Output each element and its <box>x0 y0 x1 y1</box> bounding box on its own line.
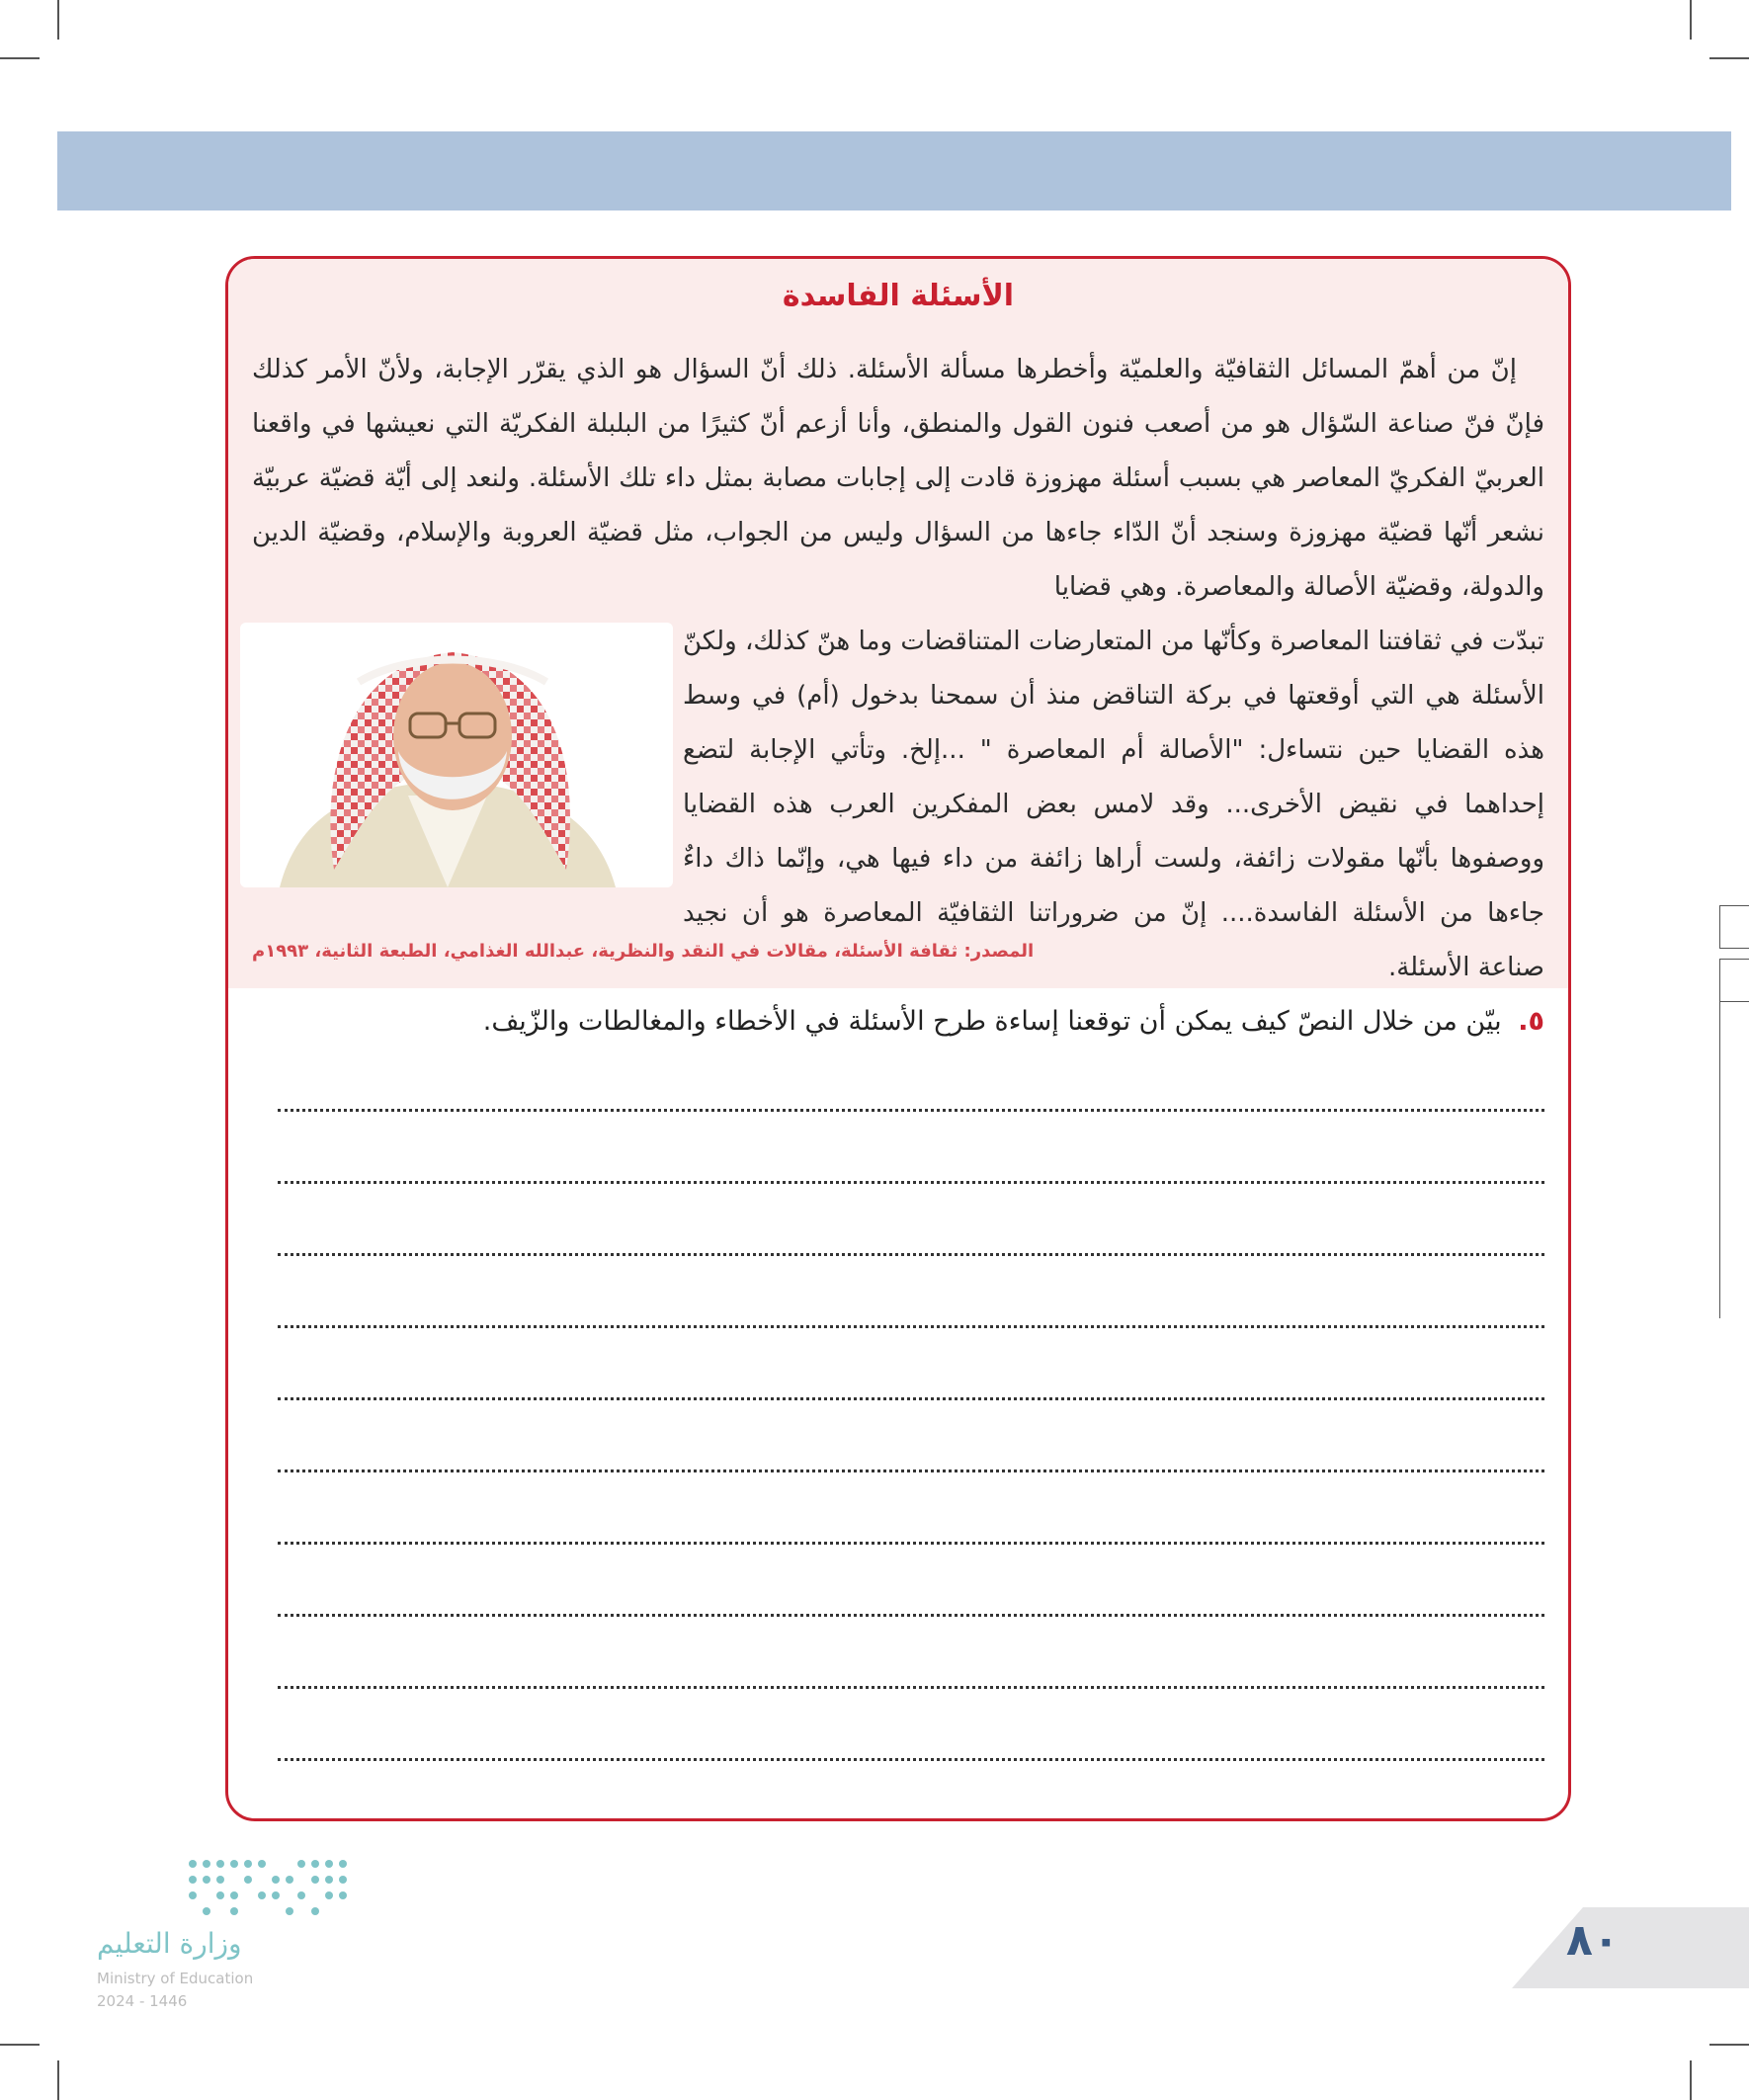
passage-line: إنّ من أهمّ المسائل الثقافيّة والعلميّة وأخطرها مسألة الأسئلة. ذلك أنّ السؤال هو الذي يقرّر الإجابة، ولأنّ الأمر <box>317 355 1517 384</box>
passage-paragraph <box>252 343 1544 615</box>
passage-line: في واقعنا العربيّ الفكريّ المعاصر هي بسبب أسئلة مهزوزة قادت إلى إجابات مصابة بمثل داء تلك الأسئلة. ولنعد إلى <box>252 409 1545 493</box>
crop-mark <box>57 0 59 40</box>
answer-line[interactable] <box>278 1614 1544 1617</box>
question-number: ٥. <box>1518 1006 1544 1037</box>
ministry-name-ar: وزارة التعليم <box>97 1927 242 1960</box>
passage-title: الأسئلة الفاسدة <box>782 279 1015 313</box>
passage-paragraph-continued <box>683 615 1544 995</box>
ministry-name-en: Ministry of Education <box>97 1970 254 1987</box>
crop-mark <box>0 2044 40 2046</box>
crop-mark <box>1709 57 1749 59</box>
side-tab <box>1719 905 1749 949</box>
page-number-tab <box>1512 1907 1749 1988</box>
crop-mark <box>1690 0 1692 40</box>
crop-mark <box>1709 2044 1749 2046</box>
passage-line: تبدّت في ثقافتنا المعاصرة وكأنّها من المتعارضات المتناقضات وما هنّ <box>816 627 1544 656</box>
answer-line[interactable] <box>278 1325 1544 1328</box>
passage-line: والإسلام، وقضيّة الدين والدولة، وقضيّة الأصالة والمعاصرة. وهي قضايا <box>252 518 1544 602</box>
passage-line: المفكرين العرب هذه القضايا ووصفوها بأنّها مقولات زائفة، ولست أراها <box>683 790 1544 874</box>
passage-box <box>228 259 1568 988</box>
passage-line: بدخول (أم) في وسط هذه القضايا حين نتساءل: "الأصالة أم المعاصرة " <box>683 681 1544 765</box>
passage-line: أيّة قضيّة عربيّة نشعر أنّها قضيّة مهزوزة وسنجد أنّ الدّاء جاءها من السؤال وليس من الجواب، مثل قضيّة العروبة <box>252 463 1545 547</box>
question-text: بيّن من خلال النصّ كيف يمكن أن توقعنا إساءة طرح الأسئلة في الأخطاء والمغالطات والزّيف. <box>482 1006 1502 1037</box>
answer-line[interactable] <box>278 1686 1544 1689</box>
side-tab <box>1719 959 1749 1002</box>
question-5 <box>228 1002 1568 1042</box>
passage-line: زائفة من داء فيها هي، وإنّما ذاك داءٌ جاءها من الأسئلة الفاسدة.... إنّ من <box>683 844 1544 928</box>
header-band <box>57 131 1731 210</box>
passage-line: كذلك فإنّ فنّ صناعة السّؤال هو من أصعب فنون القول والمنطق، وأنا أزعم أنّ كثيرًا من البلبلة الفكريّة التي نعيشها <box>252 355 1545 439</box>
answer-line[interactable] <box>278 1758 1544 1761</box>
answer-line[interactable] <box>278 1397 1544 1400</box>
page-number: ٨٠ <box>1566 1915 1620 1966</box>
answer-line[interactable] <box>278 1181 1544 1184</box>
exercise-frame <box>225 256 1571 1821</box>
passage-source: المصدر: ثقافة الأسئلة، مقالات في النقد والنظرية، عبدالله الغذامي، الطبعة الثانية، ١٩٩٣م <box>252 941 1035 962</box>
answer-line[interactable] <box>278 1109 1544 1112</box>
answer-line[interactable] <box>278 1470 1544 1472</box>
author-portrait <box>240 623 673 887</box>
crop-mark <box>0 57 40 59</box>
ministry-logo-icon <box>183 1856 351 1917</box>
passage-line: ...إلخ. وتأتي الإجابة لتضع إحداهما في نقيض الأخرى... وقد لامس بعض <box>683 735 1544 819</box>
author-portrait-illustration <box>240 623 673 887</box>
answer-line[interactable] <box>278 1253 1544 1256</box>
crop-mark <box>57 2060 59 2100</box>
edition-year: 2024 - 1446 <box>97 1992 188 2010</box>
passage-line: كذلك، ولكنّ الأسئلة هي التي أوقعتها في بركة التناقض منذ أن سمحنا <box>683 627 1545 711</box>
side-rule <box>1719 1002 1720 1318</box>
passage-line: ضروراتنا الثقافيّة المعاصرة هو أن نجيد صناعة الأسئلة. <box>683 898 1544 982</box>
crop-mark <box>1690 2060 1692 2100</box>
answer-line[interactable] <box>278 1542 1544 1545</box>
